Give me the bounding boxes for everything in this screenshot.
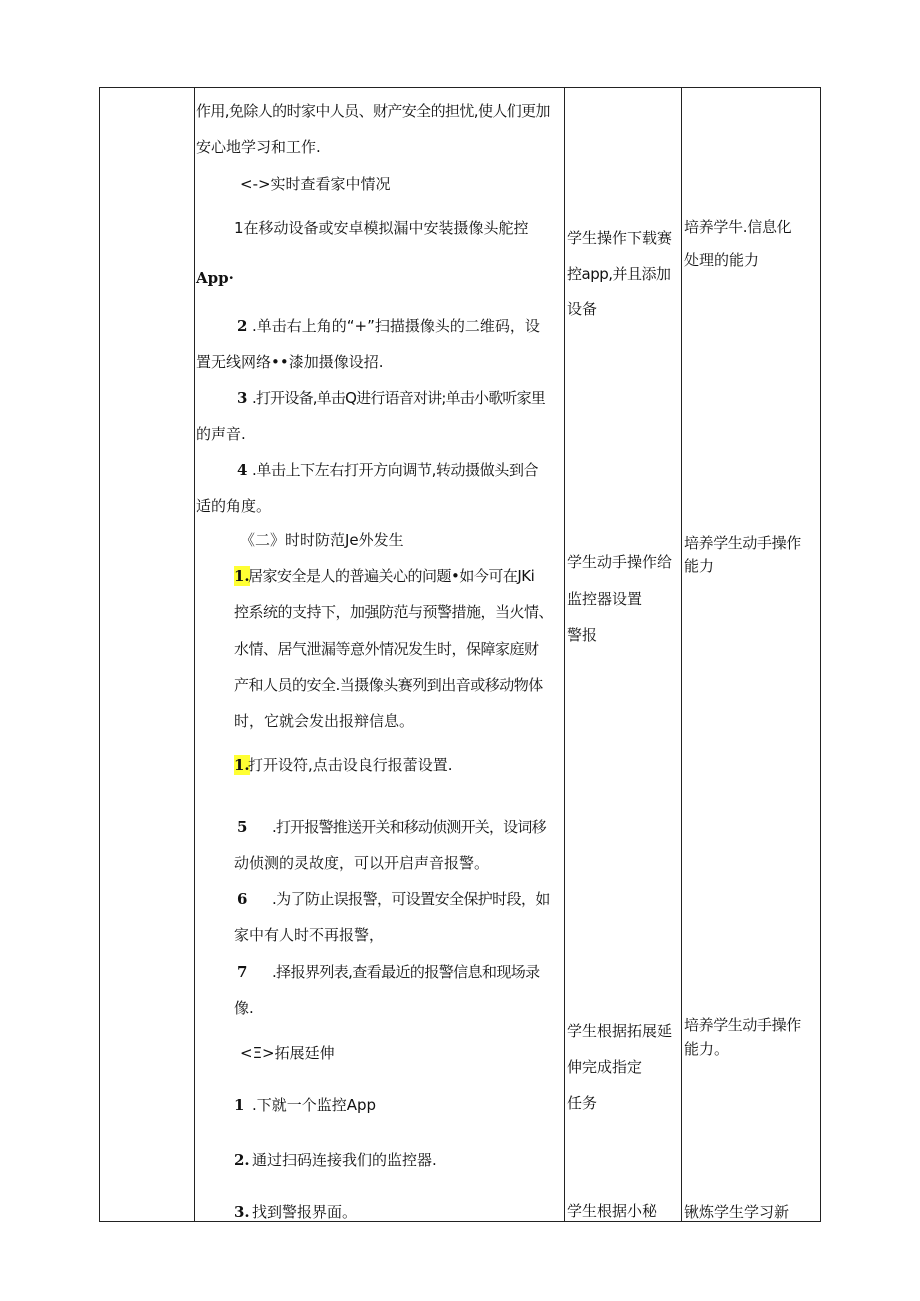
step-6-number: 6 [237, 890, 248, 908]
extension-1-number: 1 [234, 1096, 245, 1114]
table-border-left [99, 87, 100, 1222]
paragraph-2-line-1: 打开设符,点击设良行报蕾设置. [248, 756, 453, 774]
activity-b-line-2: 监控器设置 [567, 590, 643, 608]
activity-c-line-3: 任务 [567, 1094, 598, 1112]
intent-a-line-1: 培养学牛.信息化 [684, 218, 792, 236]
step-4-number: 4 [237, 461, 248, 479]
intent-b-line-2: 能力 [684, 557, 715, 575]
activity-c-line-1: 学生根据拓展延 [567, 1022, 673, 1040]
table-border-right [820, 87, 821, 1222]
extension-1-text: .下就一个监控App [252, 1096, 377, 1114]
step-4-line-2: 适的角度。 [196, 497, 272, 515]
intro-line-1: 作用,免除人的时家中人员、财产安全的担忧,使人们更加 [196, 102, 550, 120]
column-divider-3 [681, 87, 682, 1222]
intent-a-line-2: 处理的能力 [684, 251, 760, 269]
extension-2-text: 通过扫码连接我们的监控器. [252, 1151, 437, 1169]
table-border-top [99, 87, 821, 88]
activity-b-line-1: 学生动手操作给 [567, 553, 673, 571]
step-4-line-1: .单击上下左右打开方向调节,转动摄做头到合 [252, 461, 539, 479]
step-3-line-2: 的声音. [196, 425, 246, 443]
section-heading-1: <->实时查看家中情况 [240, 175, 391, 193]
activity-a-line-1: 学生操作下载赛 [567, 229, 673, 247]
intent-c-line-2: 能力。 [684, 1040, 730, 1058]
paragraph-1-line-5: 时，它就会发出报辩信息。 [234, 712, 415, 730]
activity-c-line-2: 伸完成指定 [567, 1058, 643, 1076]
intent-d-line-1: 锹炼学生学习新 [684, 1203, 790, 1221]
paragraph-2-number: 1. [234, 756, 250, 774]
step-3-line-1: .打开设备,单击Q进行语音对讲;单击小歌听家里 [252, 389, 545, 407]
intent-c-line-1: 培养学生动手操作 [684, 1016, 801, 1034]
intro-line-2: 安心地学习和工作. [196, 138, 321, 156]
section-heading-3: <Ξ>拓展廷伸 [240, 1044, 335, 1062]
step-7-number: 7 [237, 963, 248, 981]
activity-b-line-3: 警报 [567, 626, 598, 644]
column-divider-2 [564, 87, 565, 1222]
step-6-line-1: .为了防止误报警，可设置安全保护时段，如 [272, 890, 550, 908]
paragraph-1-line-2: 控系统的支持下，加强防范与预警措施，当火情、 [234, 603, 554, 621]
step-2-line-1: .单击右上角的“+”扫描摄像头的二维码，设 [252, 317, 540, 335]
paragraph-1-line-3: 水情、居气泄漏等意外情况发生时，保障家庭财 [234, 640, 539, 658]
step-2-number: 2 [237, 317, 248, 335]
activity-a-line-2: 控app,并且添加 [567, 265, 671, 283]
extension-3-number: 3. [234, 1203, 250, 1221]
step-1-line-1: 1在移动设备或安卓模拟漏中安装摄像头舵控 [234, 219, 529, 237]
step-7-line-1: .择报界列表,查看最近的报警信息和现场录 [272, 963, 540, 981]
step-5-number: 5 [237, 818, 248, 836]
step-7-line-2: 像. [234, 999, 254, 1017]
extension-3-text: 找到警报界面。 [252, 1203, 358, 1221]
step-1-line-2: App· [196, 269, 234, 287]
paragraph-1-line-1: 居家安全是人的普遍关心的问题•如今可在JKi [248, 567, 535, 585]
step-5-line-1: .打开报警推送开关和移动侦测开关，设词移 [272, 818, 546, 836]
activity-d-line-1: 学生根据小秘 [567, 1202, 658, 1220]
column-divider-1 [194, 87, 195, 1222]
step-3-number: 3 [237, 389, 248, 407]
step-5-line-2: 动侦测的灵故度，可以开启声音报警。 [234, 854, 490, 872]
intent-b-line-1: 培养学生动手操作 [684, 534, 801, 552]
activity-a-line-3: 设备 [567, 300, 598, 318]
paragraph-1-line-4: 产和人员的安全.当摄像头赛列到出音或移动物体 [234, 676, 543, 694]
step-2-line-2: 置无线网络••漆加摄像设招. [196, 353, 384, 371]
step-6-line-2: 家中有人时不再报警， [234, 926, 385, 944]
section-heading-2: 《二》时时防范Je外发生 [240, 531, 404, 549]
extension-2-number: 2. [234, 1151, 250, 1169]
paragraph-1-number: 1. [234, 567, 250, 585]
